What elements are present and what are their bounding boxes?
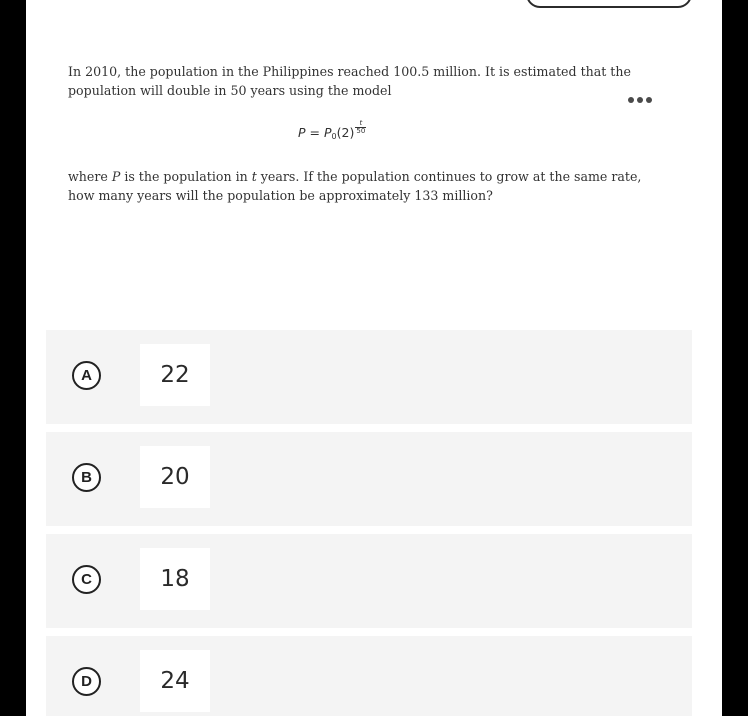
option-c-value: 18: [140, 548, 210, 610]
option-d-value: 24: [140, 650, 210, 712]
formula-exp-den: 50: [356, 127, 366, 135]
line3-var-p: P: [111, 169, 121, 184]
option-d[interactable]: [46, 636, 692, 716]
more-dot: [637, 97, 643, 103]
option-b[interactable]: [46, 432, 692, 526]
question-line-4: how many years will the population be approximately 133 million?: [68, 188, 493, 203]
more-dot: [646, 97, 652, 103]
formula-factor: (2): [336, 125, 355, 140]
formula-exponent: [355, 120, 366, 135]
top-button[interactable]: [526, 0, 692, 8]
line3-var-t: t: [251, 169, 257, 184]
option-d-badge: D: [72, 667, 101, 696]
question-line-2: population will double in 50 years using the model: [68, 83, 392, 98]
option-a-value: 22: [140, 344, 210, 406]
formula-base-sub: 0: [331, 132, 337, 141]
formula-equals: =: [309, 125, 321, 140]
question-prompt: [68, 167, 688, 205]
question-card: [26, 0, 722, 716]
more-dot: [628, 97, 634, 103]
option-b-value: 20: [140, 446, 210, 508]
option-a-badge: A: [72, 361, 101, 390]
option-b-badge: B: [72, 463, 101, 492]
option-a[interactable]: [46, 330, 692, 424]
formula-lhs: P: [298, 125, 306, 140]
line3-prefix: where: [68, 169, 112, 184]
formula-exp-num: t: [355, 120, 366, 128]
line3-mid: is the population in: [120, 169, 252, 184]
question-line-3: [68, 167, 688, 186]
more-options-icon[interactable]: [628, 97, 652, 103]
formula-base: P: [324, 125, 332, 140]
question-text: [68, 62, 680, 100]
option-c-badge: C: [72, 565, 101, 594]
line3-suffix: years. If the population continues to grow at the same rate,: [256, 169, 642, 184]
formula: [298, 120, 366, 141]
question-line-1: In 2010, the population in the Philippines reached 100.5 million. It is estimated that the: [68, 64, 631, 79]
option-c[interactable]: [46, 534, 692, 628]
